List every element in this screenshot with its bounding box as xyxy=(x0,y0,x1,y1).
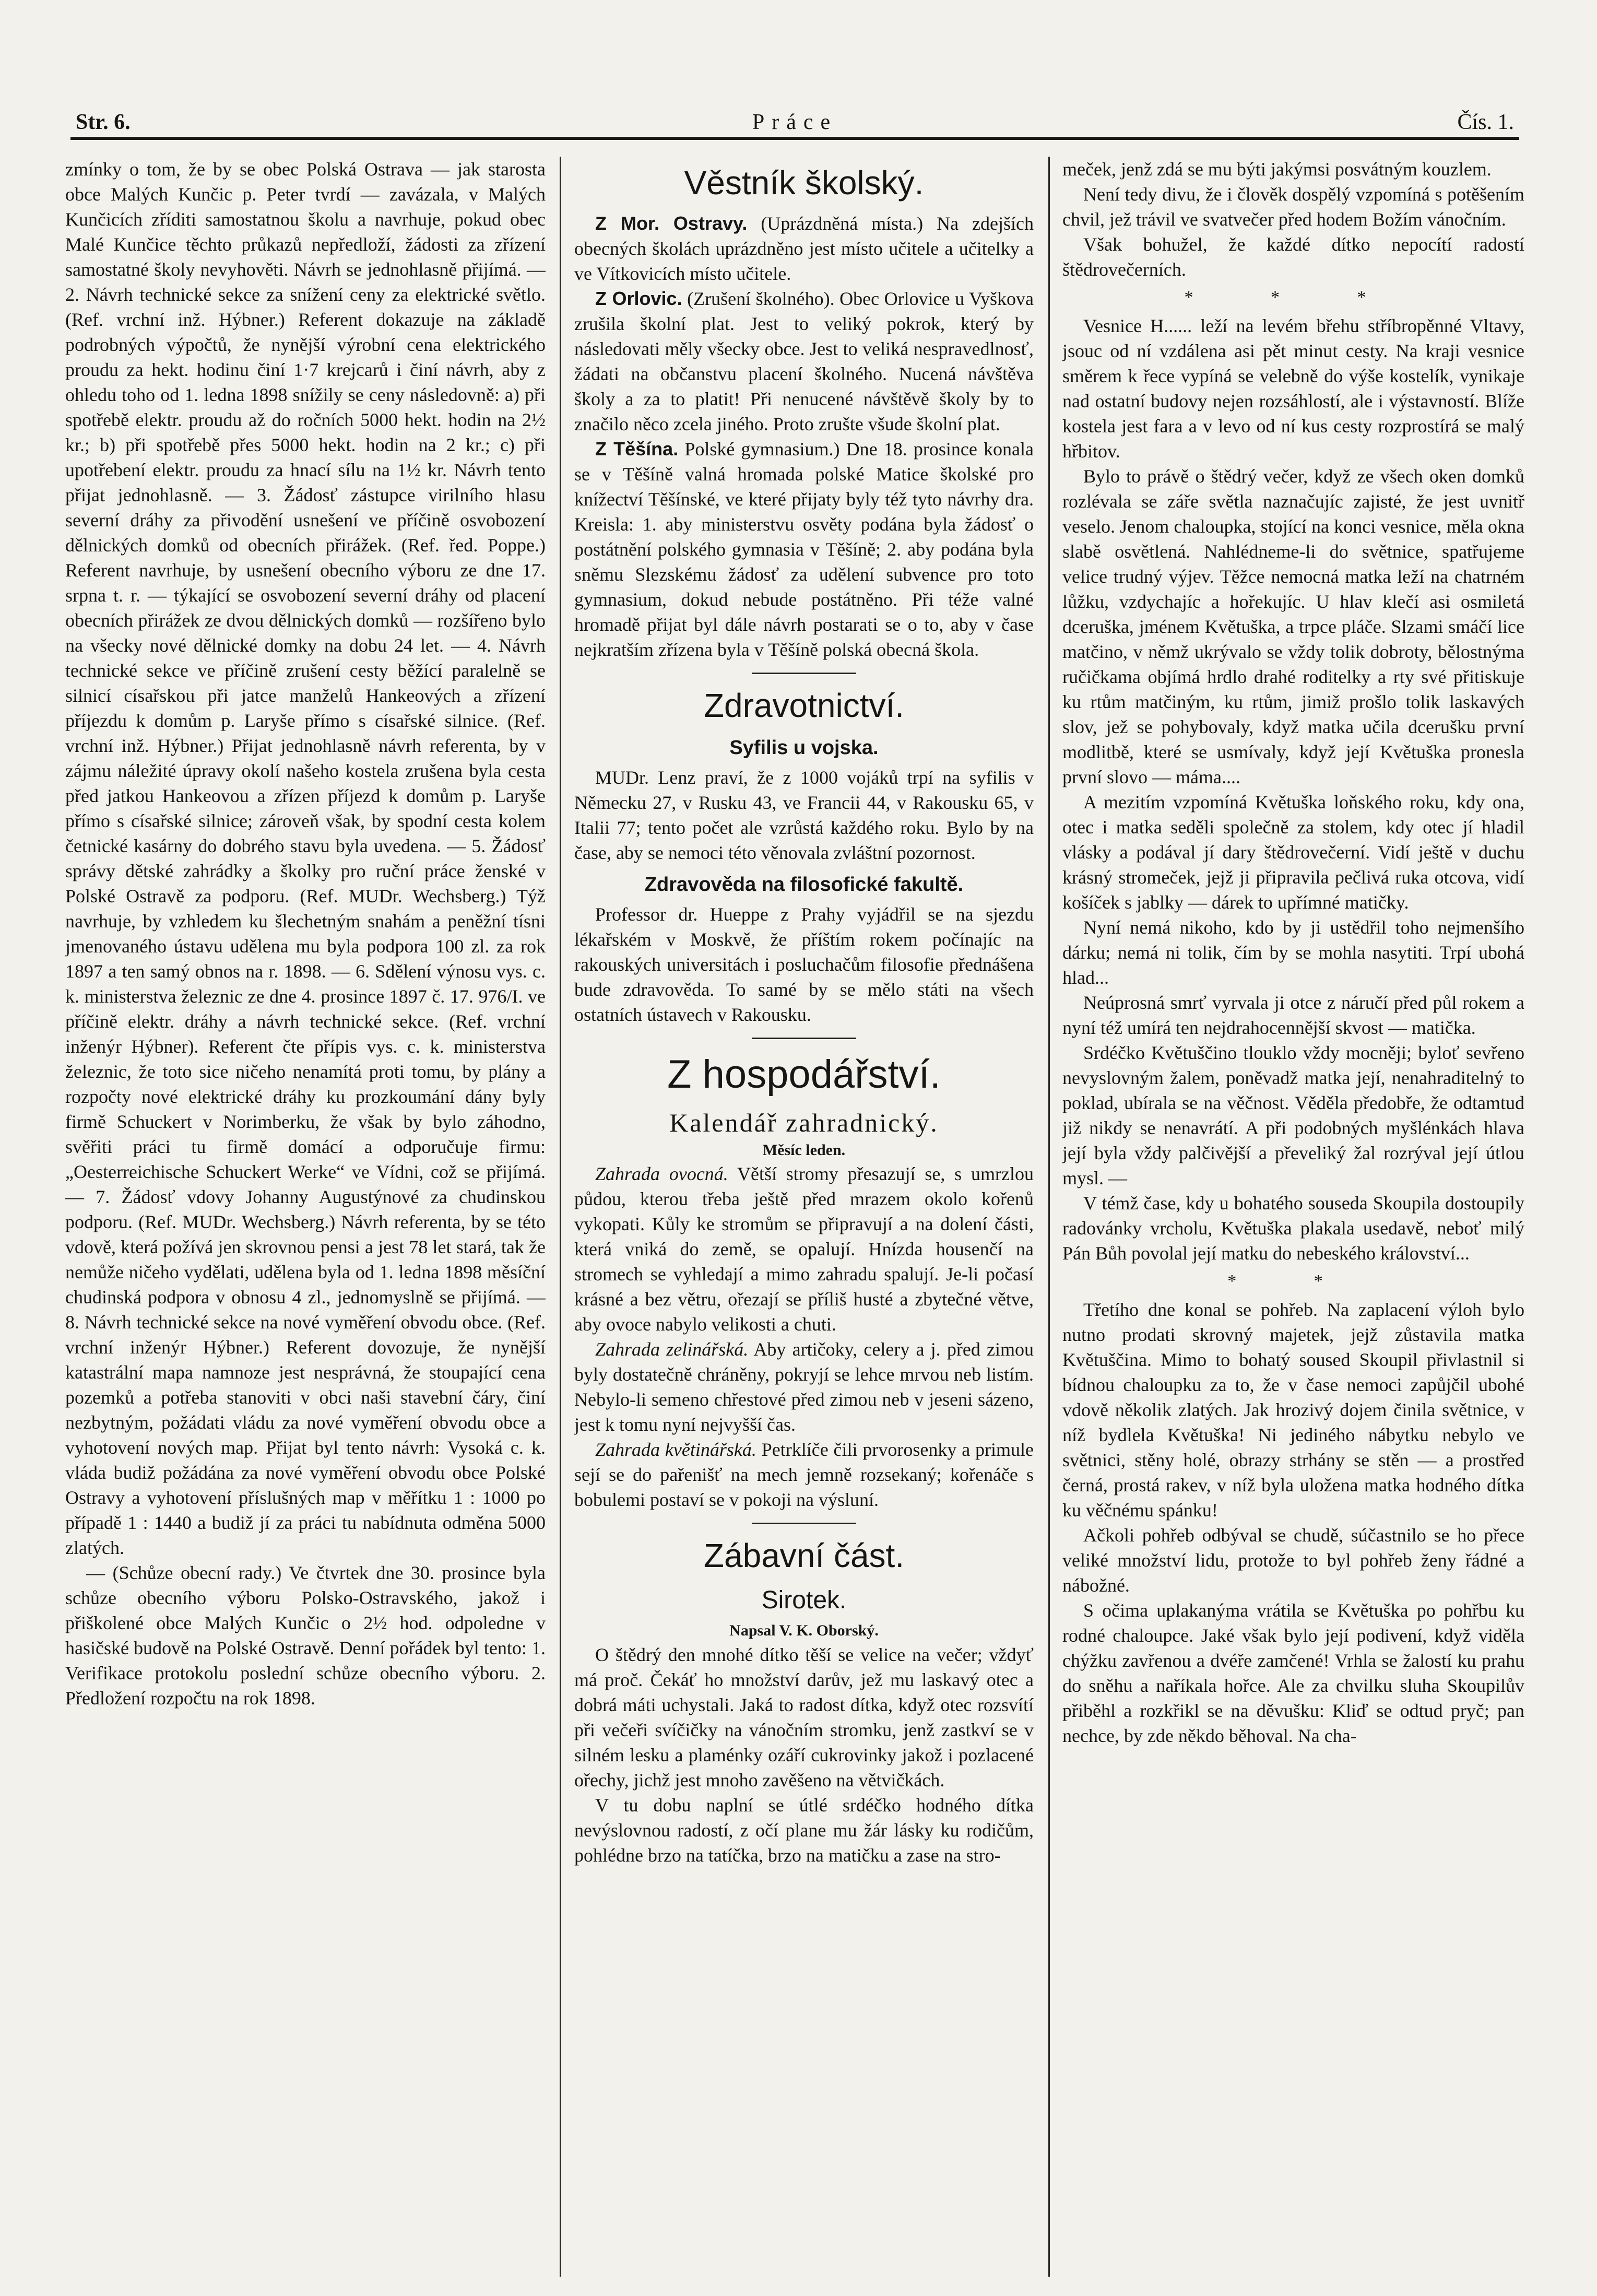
story-paragraph: Třetího dne konal se pohřeb. Na zaplacení výloh bylo nutno prodati skrovný majetek, jejž zůstavila matka Květuščina. Mimo to bohatý soused Skoupil přivlastnil si bídnou chaloupku za to, že v čase nemoci zapůjčil ubohé vdově několik zlatých. Jak hrozivý dojem činila světnice, v níž bydlela Květuška! Ni jediného nábytku nebylo ve světnici, stěny holé, obrazy strhány se stěn — a prostřed černá, prostá rakev, v níž byla uložena matka hodného dítka ku věčnému spánku! xyxy=(1062,1299,1524,1521)
school-item-lead: Z Orlovic. xyxy=(595,288,682,309)
page-number: Str. 6. xyxy=(76,110,131,134)
story-paragraph: meček, jenž zdá se mu býti jakýmsi posvátným kouzlem. xyxy=(1062,159,1492,180)
section-divider xyxy=(752,1038,856,1039)
header-rule xyxy=(70,137,1519,140)
story-paragraph: Neúprosná smrť vyrvala ji otce z náručí před půl rokem a nyní též umírá ten nejdrahocennější skvost — matička. xyxy=(1062,992,1524,1038)
garden-item-lead: Zahrada zelinářská. xyxy=(595,1339,749,1360)
school-item-text: (Uprázdněná místa.) Na zdejších obecných školách uprázdněno jest místo učitele a učitelky a ve Vítkovicích místo učitele. xyxy=(574,213,1034,284)
story-paragraph: Vesnice H...... leží na levém břehu stříbropěnné Vltavy, jsouc od ní vzdálena asi pět minut cesty. Na kraji vesnice směrem k řece vypíná se velebně do výše kostelík, vynikaje nad ostatní budovy nejen rozsáhlostí, ale i výstavností. Blíže kostela jest fara a v levo od ní kus cesty rozprostírá se malý hřbitov. xyxy=(1062,315,1524,462)
section-divider xyxy=(752,1523,856,1524)
garden-calendar-title: Kalendář zahradnický. xyxy=(669,1108,939,1137)
column-divider xyxy=(560,157,561,2277)
story-paragraph: Ačkoli pohřeb odbýval se chudě, súčastnilo se ho přece veliké množství lidu, protože to byl pohřeb ženy řádné a nábožné. xyxy=(1062,1525,1524,1596)
school-item-lead: Z Mor. Ostravy. xyxy=(595,213,748,234)
school-item-text: Polské gymnasium.) Dne 18. prosince konala se v Těšíně valná hromada polské Matice školské pro knížectví Těšínské, ve které přijaty byly též tyto návrhy dra. Kreisla: 1. aby ministerstvu osvěty podána byla žádosť o postátnění polského gymnasia v Těšíně; 2. aby podána byla sněmu Slezskému žádosť za udělení subvence pro toto gymnasium, dokud nebude postátněno. Při téže valné hromadě přijat byl dále návrh postarati se o to, aby v čase nejkratším zřízena byla v Těšíně polská obecná škola. xyxy=(574,439,1034,660)
story-paragraph: Srdéčko Květuščino tlouklo vždy mocněji; byloť sevřeno nevyslovným žalem, poněvadž matka její, nenahraditelný to poklad, ubírala se na věčnost. Věděla předobře, že odtamtud již nikdy se nenavrátí. A při podobných myšlénkách hlava její byla vždy palčivější a převeliký žal rozrýval její útlou mysl. — xyxy=(1062,1042,1524,1188)
council-minutes-paragraph: zmínky o tom, že by se obec Polská Ostrava — jak starosta obce Malých Kunčic p. Peter tvrdí — zavázala, v Malých Kunčicích zříditi samostatnou školu a navrhuje, pokud obec Malé Kunčice těchto průkazů nepředloží, žádosti za zřízení samostatné školy nevyhověti. Návrh se jednohlasně přijímá. — 2. Návrh technické sekce za snížení ceny za elektrické světlo. (Ref. vrchní inž. Hýbner.) Referent dokazuje na základě podrobných výpočtů, že nynější výrobní cena elektrického proudu za hekt. hodinu činí 1·7 krejcarů i činí návrh, aby z ohledu toho od 1. ledna 1898 snížily se ceny následovně: a) při spotřebě elektr. proudu až do ročních 5000 hekt. hodin na 2½ kr.; b) při spotřebě přes 5000 hekt. hodin na 2 kr.; c) při upotřebení elektr. proudu za hnací sílu na 1½ kr. Návrh tento přijat jednohlasně. — 3. Žádosť zástupce virilního hlasu severní dráhy za přivodění usnešení ve příčině osvobození dělnických domků od obecních přirážek. (Ref. řed. Poppe.) Referent navrhuje, by usnešení obecního výboru ze dne 17. srpna t. r. — týkající se osvobození severní dráhy od placení obecních přirážek ze dvou dělnických domků — rozšířeno bylo na všecky nové dělnické domky na dobu 24 let. — 4. Návrh technické sekce ve příčině zrušení cesty běžící paralelně se silnicí císařskou při jatce manželů Hankeových a zřízení příjezdu k domům p. Laryše přímo s císařské silnice. (Ref. vrchní inž. Hýbner.) Přijat jednohlasně návrh referenta, by v zájmu náležité úpravy okolí našeho kostela zrušena byla cesta před jatkou Hankeovou a zřízen příjezd k domům p. Laryše přímo s císařské silnice; zároveň však, by spodní cesta kolem četnické kasárny do dobrého stavu byla uvedena. — 5. Žádosť správy dětské zahrádky a školky pro ruční práce ženské v Polské Ostravě za podporu. (Ref. MUDr. Wechsberg.) Týž navrhuje, by vzhledem ku šlechetným snahám a peněžní tísni jmenovaného ústavu udělena mu byla podpora 100 zl. za rok 1897 a ten samý obnos na r. 1898. — 6. Sdělení výnosu vys. c. k. ministerstva železnic ze dne 4. prosince 1897 č. 17. 976/I. ve příčině elektr. dráhy a návrh technické sekce. (Ref. vrchní inženýr Hýbner). Referent čte přípis vys. c. k. ministerstva železnic, že toto sice ničeho nenamítá proti tomu, by plány a rozpočty nové elektrické dráhy ku prozkoumání dány byly firmě Schuckert v Norimberku, že však by bylo záhodno, svěřiti práci tu firmě domácí a odporučuje firmu: „Oesterreichische Schuckert Werke“ ve Vídni, což se přijímá. — 7. Žádosť vdovy Johanny Augustýnové za chudinskou podporu. (Ref. MUDr. Wechsberg.) Návrh referenta, by se této vdově, která požívá jen skrovnou pensi a jest 78 let stará, tak že nemůže ničeho vydělati, udělena byla od 1. ledna 1898 měsíční chudinská podpora v obnosu 4 zl., jednomyslně se přijímá. — 8. Návrh technické sekce na nové vyměření obvodu obce. (Ref. vrchní inženýr Hýbner.) Referent dovozuje, že nynější katastrální mapa namnoze jest nesprávná, že stoupající cena pozemků a potřeba stanoviti v obci naši stavební čáry, činí nezbytným, požádati vládu za nové vyměření obvodu obce a vyhotovení nových map. Přijat byl tento návrh: Vysoká c. k. vláda budiž požádána za nové vyměření obvodu obce Polské Ostravy a vyhotovení příslušných map v měřítku 1 : 1000 po případě 1 : 1440 a budiž jí za práci tu nabídnuta odměna 5000 zlatých. xyxy=(65,159,546,1558)
garden-item-text: Petrklíče čili prvorosenky a primule sejí se do pařenišť na mech jemně rozsekaný; kořenáče s bobulemi postaví se v pokoji na výsluní. xyxy=(574,1439,1034,1510)
column-1 xyxy=(65,157,546,2277)
school-item xyxy=(574,437,1034,662)
garden-item xyxy=(574,1161,1034,1337)
feuilleton-section-title: Zábavní část. xyxy=(703,1537,905,1574)
month-label: Měsíc leden. xyxy=(762,1141,846,1159)
section-divider xyxy=(752,673,856,674)
issue-number: Čís. 1. xyxy=(1457,110,1514,134)
school-item xyxy=(574,286,1034,437)
garden-item-lead: Zahrada květinářská. xyxy=(595,1439,756,1460)
school-item-lead: Z Těšína. xyxy=(595,438,679,460)
story-paragraph: Bylo to právě o štědrý večer, když ze všech oken domků rozlévala se záře světla naznačujíc zajisté, že jest uvnitř veselo. Jenom chaloupka, stojící na konci vesnice, měla okna slabě osvětlená. Nahlédneme-li do světnice, spatřujeme velice trudný výjev. Těžce nemocná matka leží na chatrném lůžku, vzdychajíc a hořekujíc. U hlav klečí asi osmiletá dceruška, jménem Květuška, a trpce pláče. Slzami smáčí lice matčino, v němž ukrývalo se vždy tolik dobroty, bělostnýma ručičkama objímá hrdlo drahé roditelky a rty své přitiskuje ku rtům matčiným, ku rtům, jimiž prošlo tolik laskavých slov, jež se pohybovaly, když matka učila dcerušku první modlitbě, které se usmívaly, když její Květuška pronesla první slovo — máma.... xyxy=(1062,466,1524,787)
page-header xyxy=(70,110,1519,146)
health-subhead-faculty: Zdravověda na filosofické fakultě. xyxy=(644,874,964,896)
story-paragraph: V tu dobu naplní se útlé srdéčko hodného dítka nevýslovnou radostí, z očí plane mu žár lásky ku rodičům, pohlédne brzo na tatíčka, brzo na matičku a zase na stro- xyxy=(574,1795,1034,1866)
health-section-title: Zdravotnictví. xyxy=(703,687,905,724)
section-stars: * * xyxy=(1227,1271,1359,1291)
school-section-title: Věstník školský. xyxy=(684,164,924,202)
section-stars: * * * xyxy=(1184,288,1403,307)
garden-item-lead: Zahrada ovocná. xyxy=(595,1163,728,1184)
story-title: Sirotek. xyxy=(761,1586,847,1614)
health-subhead-syphilis: Syfilis u vojska. xyxy=(729,737,879,759)
health-paragraph: MUDr. Lenz praví, že z 1000 vojáků trpí na syfilis v Německu 27, v Rusku 43, ve Francii 44, v Rakousku 65, v Italii 77; tento počet ale vzrůstá každého roku. Bylo by na čase, aby se nemoci této věnovala zvláštní pozornost. xyxy=(574,767,1034,863)
masthead-title: Práce xyxy=(752,110,838,134)
council-meeting-paragraph: — (Schůze obecní rady.) Ve čtvrtek dne 30. prosince byla schůze obecního výboru Polsko-Ostravského, jakož i přiškolené obce Malých Kunčic o 2½ hod. odpoledne v hasičské budově na Polské Ostravě. Denní pořádek byl tento: 1. Verifikace protokolu poslední schůze obecního výboru. 2. Předložení rozpočtu na rok 1898. xyxy=(65,1562,546,1709)
garden-item xyxy=(574,1337,1034,1437)
story-author: Napsal V. K. Oborský. xyxy=(729,1622,879,1639)
story-paragraph: Však bohužel, že každé dítko nepocítí radostí štědrovečerních. xyxy=(1062,234,1524,280)
column-2 xyxy=(574,157,1034,2277)
garden-item xyxy=(574,1437,1034,1512)
farm-section-title: Z hospodářství. xyxy=(667,1052,941,1097)
garden-item-text: Větší stromy přesazují se, s umrzlou půdou, kterou třeba ještě před mrazem okolo kořenů vykopati. Kůly ke stromům se připravují a na dolení části, která vniká do země, se opalují. Hnízda housenčí na stromech se vyhledají a mimo zahradu spalují. Je-li počasí krásné a bez větru, ořezají se příliš husté a zbytečné větve, aby ovoce nabylo velikosti a chuti. xyxy=(574,1163,1034,1335)
school-item xyxy=(574,211,1034,286)
column-divider xyxy=(1048,157,1050,2277)
story-paragraph: V témž čase, kdy u bohatého souseda Skoupila dostoupily radovánky vrcholu, Květuška plakala usedavě, neboť milý Pán Bůh povolal její matku do nebeského království... xyxy=(1062,1193,1524,1264)
story-paragraph: Není tedy divu, že i člověk dospělý vzpomíná s potěšením chvil, jež trávil ve svatvečer před hodem Božím vánočním. xyxy=(1062,184,1524,230)
garden-item-text: Aby artičoky, celery a j. před zimou byly dostatečně chráněny, pokryjí se lehce mrvou neb listím. Nebylo-li semeno chřestové před zimou neb v jeseni sázeno, jest k tomu nyní nejvyšší čas. xyxy=(574,1339,1034,1435)
health-paragraph: Professor dr. Hueppe z Prahy vyjádřil se na sjezdu lékařském v Moskvě, že příštím rokem počínajíc na rakouských universitách i posluchačům filosofie přednášena bude zdravověda. To samé by se mělo státi na všech ostatních ústavech v Rakousku. xyxy=(574,904,1034,1025)
story-paragraph: O štědrý den mnohé dítko těší se velice na večer; vždyť má proč. Čekáť ho množství darův, jež mu laskavý otec a dobrá máti uchystali. Jaká to radost dítka, když otec rozsvítí při večeři svíčičky na vánočním stromku, jenž zastkví se v silném lesku a plaménky ozáří cukrovinky jakož i pozlacené ořechy, jichž jest mnoho zavěšeno na větvičkách. xyxy=(574,1644,1034,1791)
column-3 xyxy=(1062,157,1524,2277)
story-paragraph: A mezitím vzpomíná Květuška loňského roku, kdy ona, otec i matka seděli společně za stolem, kdy otec jí hladil vlásky a podával jí dary štědrovečerní. Vidí ještě v duchu krásný stromeček, jejž ji připravila pečlivá ruka otcova, vidí košíček s jablky — dárek to upřímné matičky. xyxy=(1062,792,1524,913)
story-paragraph: Nyní nemá nikoho, kdo by ji ustědřil toho nejmenšího dárku; nemá ni tolik, čím by se mohla nasytiti. Trpí ubohá hlad... xyxy=(1062,917,1524,988)
story-paragraph: S očima uplakanýma vrátila se Květuška po pohřbu ku rodné chaloupce. Jaké však bylo její podivení, když viděla chýžku zavřenou a dvéře zamčené! Vrhla se žalostí ku prahu do sněhu a naříkala hořce. Ale za chvilku sluha Skoupilův přiběhl a rozkřikl se na děvušku: Kliď se odtud pryč; pan nechce, by zde někdo běhoval. Na cha- xyxy=(1062,1600,1524,1746)
school-item-text: (Zrušení školného). Obec Orlovice u Vyškova zrušila školní plat. Jest to veliký pokrok, který by následovati měly všecky obce. Jest to veliká nespravedlnosť, žádati na občanstvu placení školného. Nucená návštěva školy a za to platit! Při nenucené návštěvě školy by to značilo něco zcela jiného. Proto zrušte všude školní plat. xyxy=(574,288,1034,434)
